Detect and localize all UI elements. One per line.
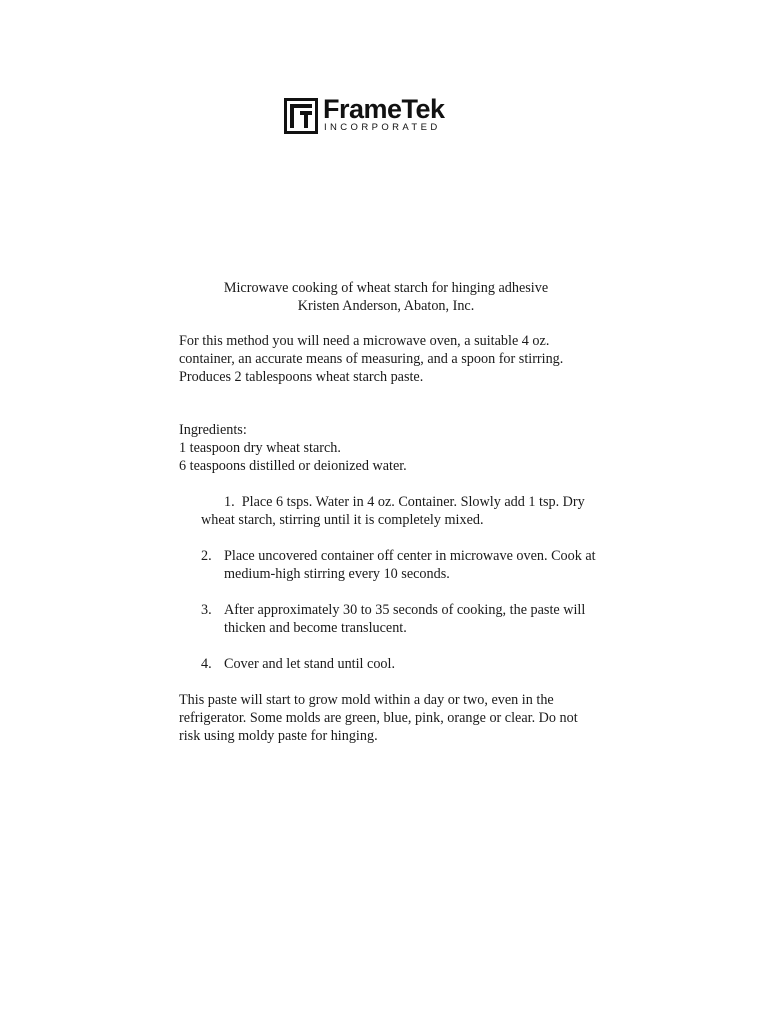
- step-number-4: 4.: [201, 656, 212, 672]
- document-title: [179, 279, 593, 315]
- step-text-1: [179, 493, 599, 529]
- step-item: [179, 655, 599, 673]
- ingredient-item: 1 teaspoon dry wheat starch.: [179, 440, 341, 456]
- author-line: Kristen Anderson, Abaton, Inc.: [297, 298, 475, 314]
- step-number-1: 1.: [224, 494, 235, 510]
- logo-subtitle: INCORPORATED: [324, 122, 441, 133]
- step-number-2: 2.: [201, 548, 212, 564]
- logo-name: FrameTek: [323, 94, 445, 124]
- step-item: [179, 601, 599, 637]
- intro-paragraph: For this method you will need a microwave oven, a suitable 4 oz. container, an accurate means of measuring, and a spoon for stirring. Produces 2 tablespoons wheat starch paste.: [179, 333, 564, 385]
- ingredients-heading: Ingredients:: [179, 422, 247, 438]
- title-line: Microwave cooking of wheat starch for hinging adhesive: [223, 280, 549, 296]
- ingredient-item: 6 teaspoons distilled or deionized water.: [179, 458, 407, 474]
- step-item: [179, 493, 599, 529]
- step-item: [179, 547, 599, 583]
- ingredients-section: [179, 421, 599, 475]
- step-body-3: After approximately 30 to 35 seconds of cooking, the paste will thicken and become translucent.: [224, 602, 586, 636]
- company-logo: [284, 94, 464, 138]
- closing-paragraph: This paste will start to grow mold within a day or two, even in the refrigerator. Some molds are green, blue, pink, orange or clear. Do not risk using moldy paste for hinging.: [179, 692, 578, 744]
- step-body-2: Place uncovered container off center in microwave oven. Cook at medium-high stirring every 10 seconds.: [224, 548, 596, 582]
- frametek-logo-icon: [284, 98, 318, 134]
- steps-list: [179, 493, 599, 673]
- step-body-4: Cover and let stand until cool.: [224, 656, 396, 672]
- step-number-3: 3.: [201, 602, 212, 618]
- document-body: [179, 279, 599, 745]
- step-body-1: Place 6 tsps. Water in 4 oz. Container. Slowly add 1 tsp. Dry wheat starch, stirring until it is completely mixed.: [201, 494, 585, 528]
